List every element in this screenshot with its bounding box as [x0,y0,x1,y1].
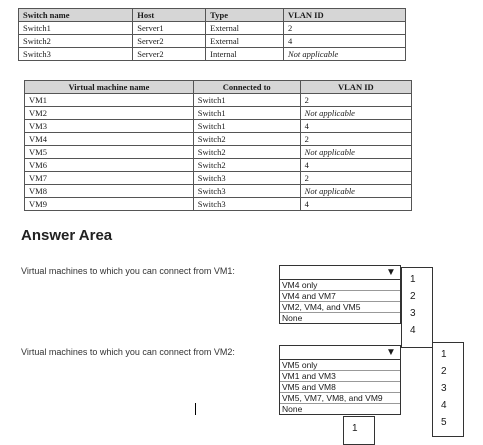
table-cell: External [206,22,284,35]
column-header: Connected to [193,81,300,94]
column-header: VLAN ID [283,9,405,22]
table-cell: Switch3 [193,198,300,211]
answer-area-title: Answer Area [21,227,113,244]
table-cell: 4 [300,198,411,211]
table-row [25,146,412,159]
number-label: 1 [352,423,358,434]
dropdown-option[interactable]: None [282,313,303,323]
table-cell: Server1 [133,22,206,35]
column-header: Switch name [19,9,133,22]
table-row [19,48,406,61]
table-row [25,198,412,211]
number-list-2 [432,342,464,437]
table-cell: Switch1 [193,120,300,133]
table-row [25,159,412,172]
table-cell: VM6 [25,159,194,172]
table-row [19,22,406,35]
table-cell: VM1 [25,94,194,107]
table-cell: VM3 [25,120,194,133]
chevron-down-icon[interactable]: ▼ [386,267,396,278]
table-cell: VM5 [25,146,194,159]
number-label: 2 [410,291,416,302]
number-label: 3 [441,383,447,394]
table-row [25,172,412,185]
question-1-dropdown[interactable] [279,265,401,324]
table-cell: Internal [206,48,284,61]
table-cell: Switch3 [19,48,133,61]
switch-table [18,8,406,61]
number-label: 2 [441,366,447,377]
table-cell: 2 [300,133,411,146]
table-cell: VM2 [25,107,194,120]
number-label: 3 [410,308,416,319]
table-row [25,107,412,120]
table-cell: 4 [300,120,411,133]
dropdown-option[interactable]: VM5 and VM8 [280,382,400,393]
number-label: 1 [441,349,447,360]
table-cell: Switch2 [193,146,300,159]
table-cell: 2 [300,94,411,107]
column-header: Virtual machine name [25,81,194,94]
dropdown-selected-value[interactable] [280,266,400,280]
number-list-1 [401,267,433,348]
dropdown-option[interactable]: VM5 only [280,360,400,371]
number-label: 4 [441,400,447,411]
table-cell: Server2 [133,35,206,48]
number-list-3 [343,416,375,445]
column-header: VLAN ID [300,81,411,94]
vm-table [24,80,412,211]
table-cell: 2 [300,172,411,185]
table-cell: Not applicable [300,146,411,159]
table-cell: Not applicable [283,48,405,61]
dropdown-selected-value[interactable] [280,346,400,360]
question-2-dropdown[interactable] [279,345,401,415]
table-cell: VM9 [25,198,194,211]
table-cell: Switch2 [193,159,300,172]
dropdown-option[interactable]: VM2, VM4, and VM5 [280,302,400,313]
table-header-row [25,81,412,94]
dropdown-option[interactable]: VM4 only [280,280,400,291]
table-cell: Switch3 [193,185,300,198]
table-cell: 4 [283,35,405,48]
table-row [19,35,406,48]
table-row [25,120,412,133]
table-header-row [19,9,406,22]
table-cell: Switch2 [193,133,300,146]
table-cell: VM7 [25,172,194,185]
table-cell: 2 [283,22,405,35]
table-row [25,185,412,198]
table-cell: Switch1 [19,22,133,35]
table-cell: Not applicable [300,107,411,120]
question-1-prompt: Virtual machines to which you can connect from VM1: [21,266,235,276]
number-label: 5 [441,417,447,428]
table-row [25,133,412,146]
table-cell: Switch3 [193,172,300,185]
text-cursor [195,403,196,415]
dropdown-option[interactable]: None [282,404,303,414]
table-cell: VM4 [25,133,194,146]
question-2-prompt: Virtual machines to which you can connect from VM2: [21,347,235,357]
dropdown-option[interactable]: VM4 and VM7 [280,291,400,302]
table-cell: Switch2 [19,35,133,48]
table-row [25,94,412,107]
table-cell: External [206,35,284,48]
chevron-down-icon[interactable]: ▼ [386,347,396,358]
table-cell: VM8 [25,185,194,198]
dropdown-option[interactable]: VM5, VM7, VM8, and VM9 [280,393,400,404]
number-label: 4 [410,325,416,336]
table-cell: Not applicable [300,185,411,198]
column-header: Type [206,9,284,22]
number-label: 1 [410,274,416,285]
column-header: Host [133,9,206,22]
dropdown-option[interactable]: VM1 and VM3 [280,371,400,382]
table-cell: Switch1 [193,107,300,120]
table-cell: 4 [300,159,411,172]
table-cell: Switch1 [193,94,300,107]
table-cell: Server2 [133,48,206,61]
